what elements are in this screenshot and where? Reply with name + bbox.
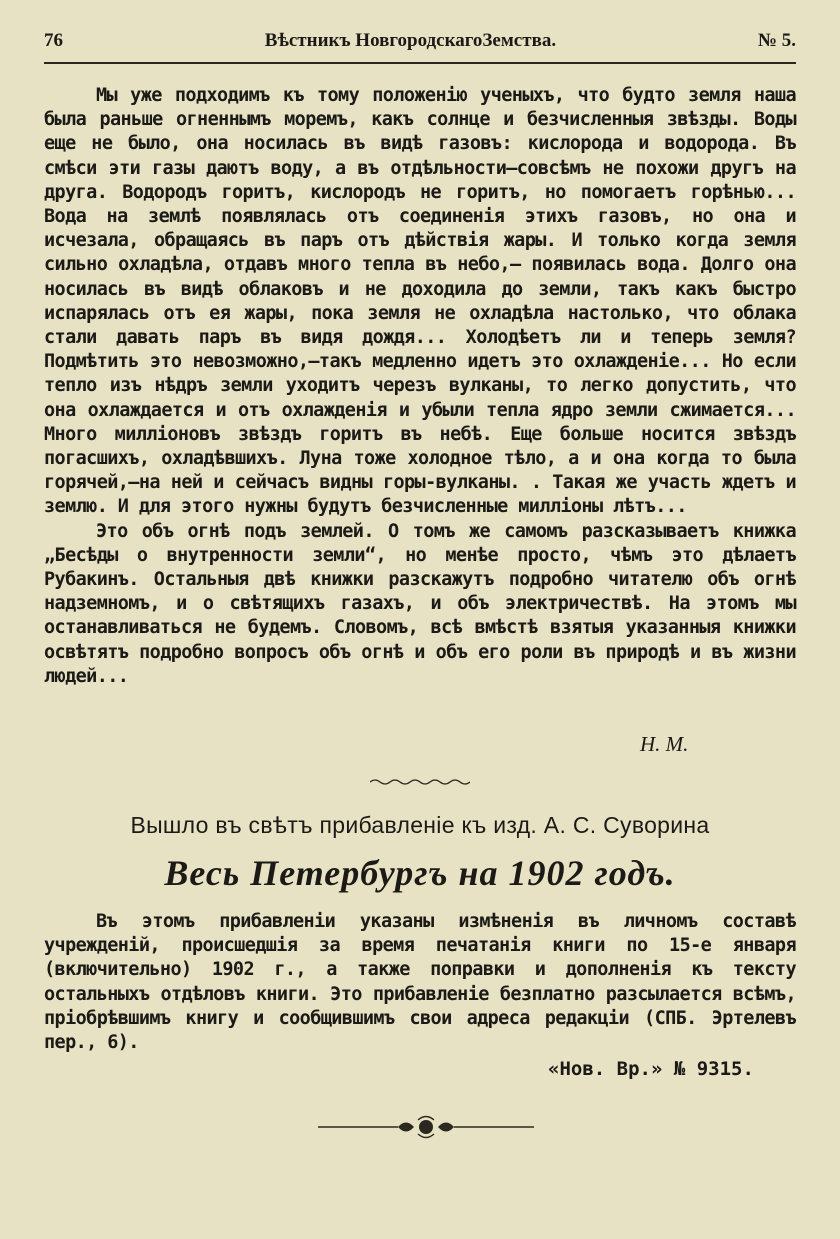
announcement-title: Вышло въ свѣтъ прибавленіе къ изд. А. С. Суворина bbox=[130, 812, 710, 838]
wavy-divider bbox=[370, 778, 470, 786]
ornament-divider bbox=[318, 1114, 534, 1140]
article-signature: Н. М. bbox=[640, 732, 689, 756]
article-paragraph: Это объ огнѣ подъ землей. О томъ же самомъ разсказываетъ книжка „Бесѣды о внутренности земли“, но менѣе просто, чѣмъ это дѣлаетъ Рубакинъ. Остальныя двѣ книжки разскажутъ подробно читателю объ огнѣ надземномъ, и о свѣтящихъ газахъ, и объ электричествѣ. На этомъ мы останавливаться не будемъ. Словомъ, всѣ вмѣстѣ взятыя указанныя книжки освѣтятъ подробно вопросъ объ огнѣ и объ его роли въ природѣ и въ жизни людей... bbox=[44, 520, 796, 687]
issue-number: № 5. bbox=[757, 30, 796, 51]
page-header bbox=[44, 30, 796, 60]
article-body bbox=[44, 84, 796, 689]
announcement-source: «Нов. Вр.» № 9315. bbox=[548, 1058, 754, 1080]
page-number: 76 bbox=[44, 30, 63, 51]
header-divider bbox=[44, 62, 796, 64]
article-paragraph: Мы уже подходимъ къ тому положенію ученыхъ, что будто земля наша была раньше огненнымъ моремъ, какъ солнце и безчисленныя звѣзды. Воды еще не было, она носилась въ видѣ газовъ: кислорода и водорода. Въ смѣси эти газы даютъ воду, а въ отдѣльности—совсѣмъ не похожи другъ на друга. Водородъ горитъ, кислородъ не горитъ, но помогаетъ горѣнью... Вода на землѣ появлялась отъ соединенія этихъ газовъ, но она и исчезала, обращаясь въ паръ отъ дѣйствія жары. И только когда земля сильно охладѣла, отдавъ много тепла въ небо,— появилась вода. Долго она носилась въ видѣ облаковъ и не доходила до земли, такъ какъ быстро испарялась отъ ея жары, пока земля не охладѣла настолько, что облака стали давать паръ въ видя дождя... Холодѣетъ ли и теперь земля? Подмѣтить это невозможно,—такъ медленно идетъ это охлажденіе... Но если тепло изъ нѣдръ земли уходитъ черезъ вулканы, то легко допустить, что она охлаждается и отъ охлажденія и убыли тепла ядро земли сжимается... Много милліоновъ звѣздъ горитъ въ небѣ. Еще больше носится звѣздъ погасшихъ, охладѣвшихъ. Луна тоже холодное тѣло, а и она когда то была горячей,—на ней и сейчасъ видны горы-вулканы. . Такая же участь ждетъ и землю. И для этого нужны будутъ безчисленные милліоны лѣтъ... bbox=[44, 85, 796, 518]
journal-title: Вѣстникъ НовгородскагоЗемства. bbox=[264, 30, 557, 51]
announcement-book-title: Весь Петербургъ на 1902 годъ. bbox=[164, 853, 676, 893]
announcement-body bbox=[44, 910, 796, 1055]
announcement-paragraph: Въ этомъ прибавленіи указаны измѣненія въ личномъ составѣ учрежденій, происшедшія за время печатанія книги по 15-е января (включительно) 1902 г., а также поправки и дополненія къ тексту остальныхъ отдѣловъ книги. Это прибавленіе безплатно разсылается всѣмъ, пріобрѣвшимъ книгу и сообщившимъ свои адреса редакціи (СПБ. Эртелевъ пер., 6). bbox=[44, 911, 796, 1054]
